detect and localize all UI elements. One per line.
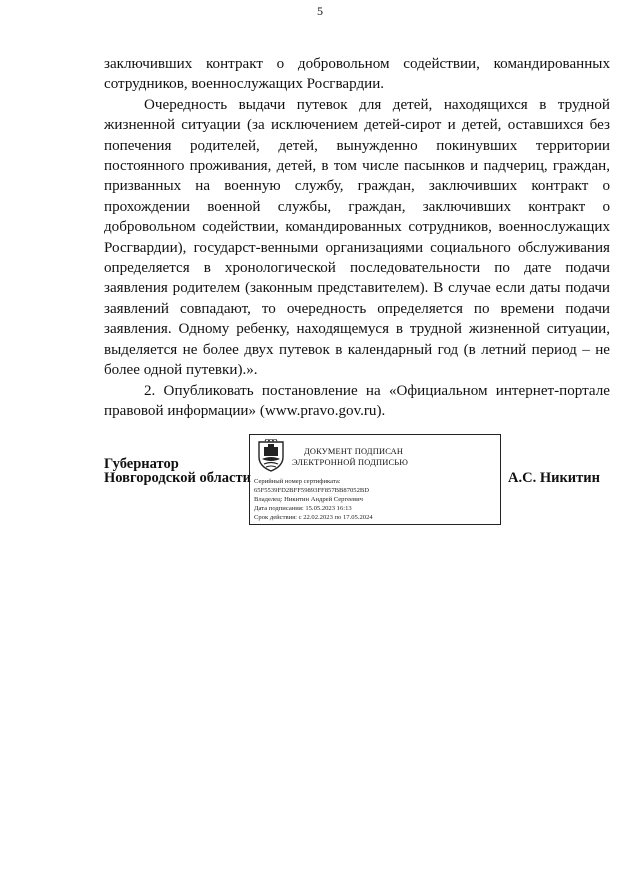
signatory-name: А.С. Никитин xyxy=(508,470,600,486)
electronic-signature-stamp xyxy=(249,434,501,525)
stamp-heading-line1: ДОКУМЕНТ ПОДПИСАН xyxy=(304,447,404,456)
stamp-heading-line2: ЭЛЕКТРОННОЙ ПОДПИСЬЮ xyxy=(292,457,409,467)
paragraph-continuation: заключивших контракт о добровольном содействии, командированных сотрудников, военнослужащих Росгвардии. xyxy=(104,56,610,93)
paragraph-voucher-order: Очередность выдачи путевок для детей, находящихся в трудной жизненной ситуации (за исключением детей-сирот и детей, оставшихся без попечения родителей, детей, вынужденно покинувших территории постоянного проживания, детей, в том числе пасынков и падчериц, граждан, призванных на военную службу, граждан, заключивших контракт о прохождении военной службы, граждан, заключивших контракт о добровольном содействии, командированных сотрудников, военнослужащих Росгвардии), государст-венными организациями социального обслуживания определяется в хронологической последовательности по дате подачи заявления родителем (законным представителем). В случае если даты подачи заявлений совпадают, то очередность определяется по времени подачи заявления. Одному ребенку, находящемуся в трудной жизненной ситуации, выделяется не более двух путевок в календарный год (в летний период – не более одной путевки).». xyxy=(104,96,610,379)
stamp-signed-date: Дата подписания: 15.05.2023 16:13 xyxy=(254,505,352,512)
stamp-details xyxy=(254,477,498,522)
stamp-heading xyxy=(292,447,492,468)
coat-of-arms-icon xyxy=(256,439,286,473)
paragraph-publication: 2. Опубликовать постановление на «Официальном интернет-портале правовой информации» (www.pravo.gov.ru). xyxy=(104,382,610,419)
signatory-title-line2: Новгородской области xyxy=(104,470,251,486)
stamp-cert-number: 65F5539FD2BFF59893FF857BB87052BD xyxy=(254,487,370,494)
stamp-validity: Срок действия: с 22.02.2023 по 17.05.2024 xyxy=(254,514,373,521)
stamp-owner: Владелец: Никитин Андрей Сергеевич xyxy=(254,496,363,503)
signatory-title-line1: Губернатор xyxy=(104,456,179,472)
signatory-title xyxy=(104,457,251,485)
stamp-cert-label: Серийный номер сертификата: xyxy=(254,478,341,485)
page-number: 5 xyxy=(317,4,323,18)
document-body xyxy=(104,54,610,421)
